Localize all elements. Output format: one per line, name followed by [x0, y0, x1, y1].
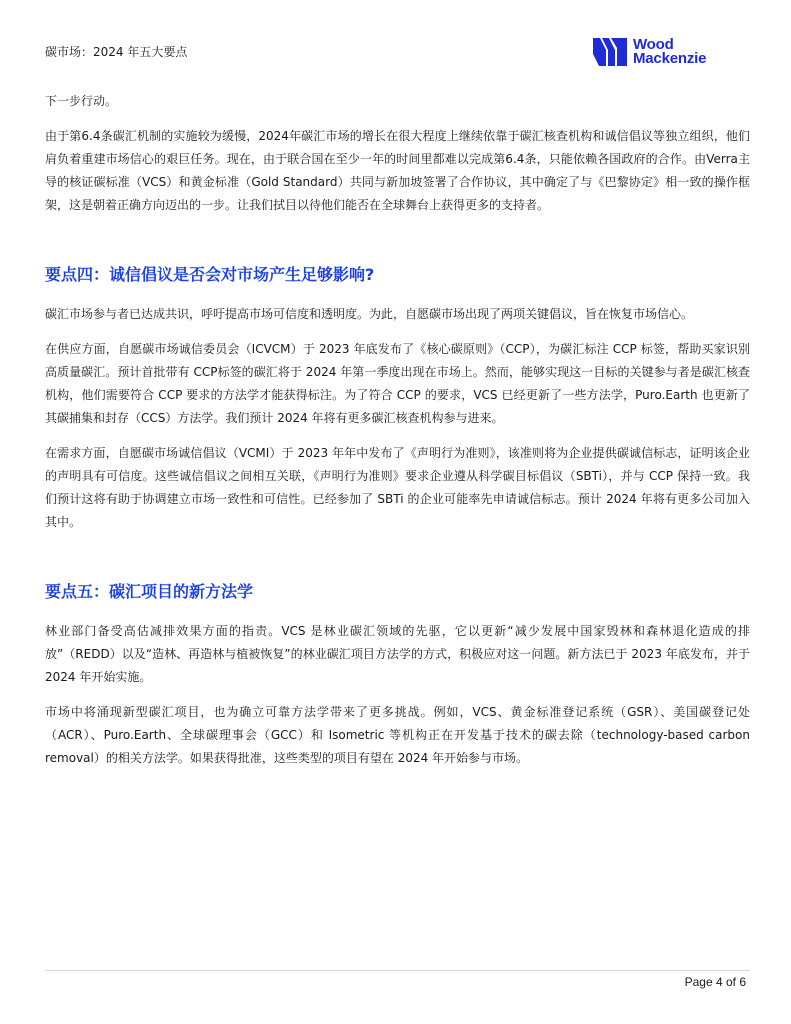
wood-mackenzie-logo-wordmark — [633, 38, 706, 66]
page-number: Page 4 of 6 — [684, 975, 746, 989]
logo-line-mackenzie: Mackenzie — [633, 50, 707, 67]
paragraph-forestry-methodology: 林业部门备受高估减排效果方面的指责。VCS 是林业碳汇领域的先驱，它以更新“减少发展中国家毁林和森林退化造成的排放”（REDD）以及“造林、再造林与植被恢复”的林业碳汇项目方法学的方式，积极应对这一问题。新方法已于 2023 年底发布，并于 2024 年开始实施。 — [45, 624, 750, 684]
wood-mackenzie-logo-mark-icon — [593, 38, 627, 66]
paragraph-market-consensus: 碳汇市场参与者已达成共识，呼吁提高市场可信度和透明度。为此，自愿碳市场出现了两项关键倡议，旨在恢复市场信心。 — [45, 307, 694, 321]
heading-key-point-five: 要点五：碳汇项目的新方法学 — [45, 582, 254, 601]
logo-line-wood: Wood — [633, 36, 674, 53]
paragraph-new-project-types: 市场中将涌现新型碳汇项目，也为确立可靠方法学带来了更多挑战。例如，VCS、黄金标准登记系统（GSR）、美国碳登记处（ACR）、Puro.Earth、全球碳理事会（GCC）和 Isometric 等机构正在开发基于技术的碳去除（technology-based carbon removal）的相关方法学。如果获得批准，这些类型的项目有望在 2024 年开始参与市场。 — [45, 705, 750, 765]
paragraph-next-step: 下一步行动。 — [45, 94, 118, 108]
heading-key-point-four: 要点四：诚信倡议是否会对市场产生足够影响? — [45, 265, 375, 284]
wood-mackenzie-logo — [593, 36, 728, 68]
article-body — [45, 90, 750, 770]
paragraph-supply-side: 在供应方面，自愿碳市场诚信委员会（ICVCM）于 2023 年底发布了《核心碳原则》（CCP），为碳汇标注 CCP 标签，帮助买家识别高质量碳汇。预计首批带有 CCP标签的碳汇将于 2024 年第一季度出现在市场上。然而，能够实现这一目标的关键参与者是碳汇核查机构，他们需要符合 CCP 要求的方法学才能获得标注。为了符合 CCP 的要求，VCS 已经更新了一些方法学，Puro.Earth 也更新了其碳捕集和封存（CCS）方法学。我们预计 2024 年将有更多碳汇核查机构参与进来。 — [45, 342, 750, 425]
paragraph-demand-side: 在需求方面，自愿碳市场诚信倡议（VCMI）于 2023 年年中发布了《声明行为准则》，该准则将为企业提供碳诚信标志，证明该企业的声明具有可信度。这些诚信倡议之间相互关联，《声明行为准则》要求企业遵从科学碳目标倡议（SBTi），并与 CCP 保持一致。我们预计这将有助于协调建立市场一致性和可信性。已经参加了 SBTi 的企业可能率先申请诚信标志。预计 2024 年将有更多公司加入其中。 — [45, 446, 750, 529]
footer-divider — [45, 970, 750, 971]
paragraph-article-6-4: 由于第6.4条碳汇机制的实施较为缓慢，2024年碳汇市场的增长在很大程度上继续依靠于碳汇核查机构和诚信倡议等独立组织，他们肩负着重建市场信心的艰巨任务。现在，由于联合国在至少一年的时间里都难以完成第6.4条，只能依赖各国政府的合作。由Verra主导的核证碳标准（VCS）和黄金标准（Gold Standard）共同与新加坡签署了合作协议，其中确定了与《巴黎协定》相一致的操作框架，这是朝着正确方向迈出的一步。让我们拭目以待他们能否在全球舞台上获得更多的支持者。 — [45, 129, 750, 212]
page-header-title: 碳市场：2024 年五大要点 — [45, 45, 188, 59]
